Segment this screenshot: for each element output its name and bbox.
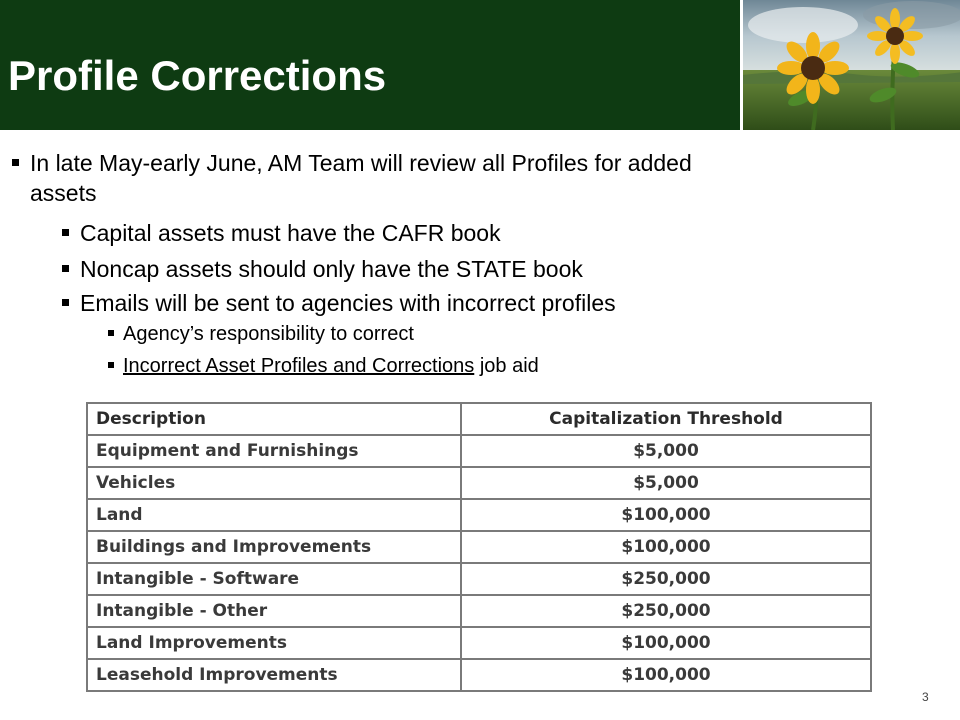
square-bullet-icon bbox=[62, 265, 69, 272]
bullet-sub-1: Capital assets must have the CAFR book bbox=[62, 218, 501, 248]
slide-title: Profile Corrections bbox=[8, 52, 387, 99]
cell-description: Equipment and Furnishings bbox=[87, 435, 461, 467]
column-header-description: Description bbox=[87, 403, 461, 435]
slide-number: 3 bbox=[922, 690, 929, 704]
sunflower-icon bbox=[743, 0, 960, 130]
square-bullet-icon bbox=[62, 229, 69, 236]
square-bullet-icon bbox=[108, 362, 114, 368]
cell-threshold: $250,000 bbox=[461, 563, 871, 595]
capitalization-threshold-table bbox=[86, 402, 872, 692]
cell-threshold: $250,000 bbox=[461, 595, 871, 627]
cell-description: Leasehold Improvements bbox=[87, 659, 461, 691]
table-row bbox=[87, 659, 871, 691]
cell-description: Vehicles bbox=[87, 467, 461, 499]
cell-threshold: $100,000 bbox=[461, 531, 871, 563]
bullet-subsub-2: Incorrect Asset Profiles and Corrections job aid bbox=[108, 353, 539, 379]
table-row bbox=[87, 627, 871, 659]
cell-threshold: $5,000 bbox=[461, 435, 871, 467]
table-row bbox=[87, 467, 871, 499]
table-header-row bbox=[87, 403, 871, 435]
cell-threshold: $100,000 bbox=[461, 499, 871, 531]
cell-description: Land Improvements bbox=[87, 627, 461, 659]
table-row bbox=[87, 435, 871, 467]
bullet-sub-3: Emails will be sent to agencies with incorrect profiles bbox=[62, 288, 616, 318]
column-header-threshold: Capitalization Threshold bbox=[461, 403, 871, 435]
table-row bbox=[87, 499, 871, 531]
square-bullet-icon bbox=[108, 330, 114, 336]
bullet-main-continuation: assets bbox=[30, 180, 97, 206]
bullet-sub-2: Noncap assets should only have the STATE book bbox=[62, 254, 583, 284]
table-row bbox=[87, 563, 871, 595]
square-bullet-icon bbox=[12, 159, 19, 166]
square-bullet-icon bbox=[62, 299, 69, 306]
table-row bbox=[87, 531, 871, 563]
table-row bbox=[87, 595, 871, 627]
title-bar bbox=[0, 0, 960, 130]
cell-description: Intangible - Software bbox=[87, 563, 461, 595]
job-aid-link[interactable]: Incorrect Asset Profiles and Corrections bbox=[123, 355, 475, 377]
cell-description: Intangible - Other bbox=[87, 595, 461, 627]
cell-description: Land bbox=[87, 499, 461, 531]
bullet-main: In late May-early June, AM Team will review all Profiles for added bbox=[12, 148, 692, 178]
sunflower-photo bbox=[740, 0, 960, 130]
cell-threshold: $100,000 bbox=[461, 627, 871, 659]
cell-threshold: $5,000 bbox=[461, 467, 871, 499]
cell-threshold: $100,000 bbox=[461, 659, 871, 691]
bullet-subsub-1: Agency’s responsibility to correct bbox=[108, 321, 414, 347]
cell-description: Buildings and Improvements bbox=[87, 531, 461, 563]
